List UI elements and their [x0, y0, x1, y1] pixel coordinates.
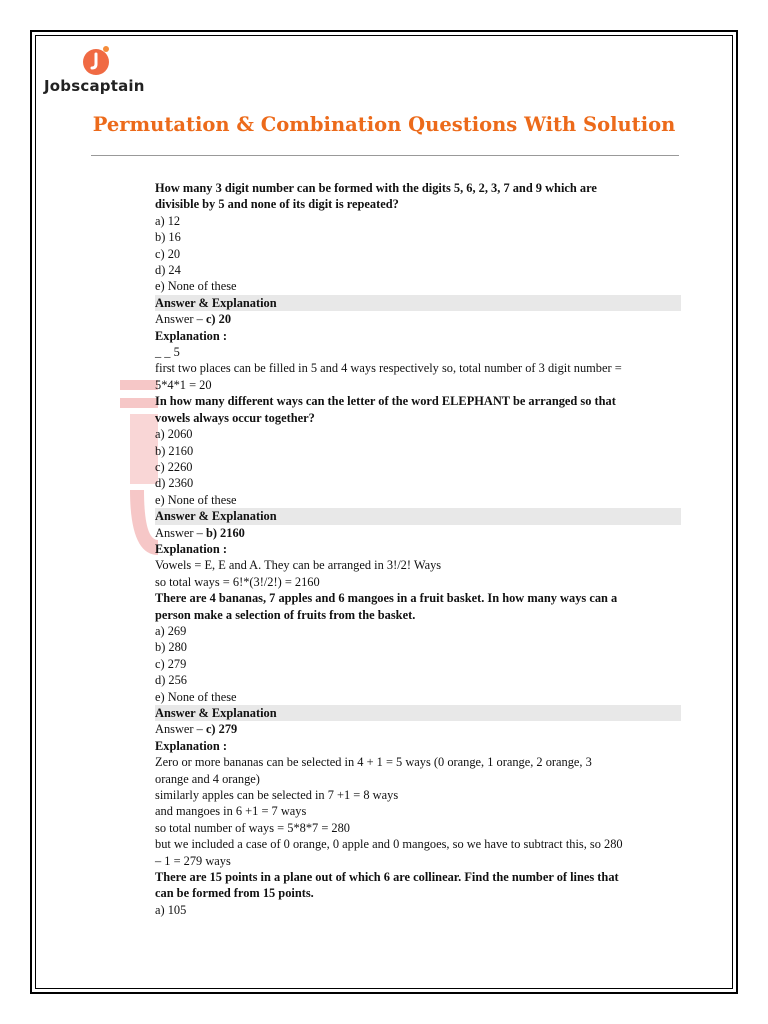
option-item: c) 279 [155, 656, 187, 671]
option-item: c) 20 [155, 246, 181, 261]
answer-line [155, 721, 681, 737]
question-text: person make a selection of fruits from the basket. [155, 607, 416, 622]
option-item: d) 24 [155, 263, 181, 278]
explanation-text: similarly apples can be selected in 7 +1 = 8 ways [155, 788, 399, 803]
document-title: Permutation & Combination Questions With Solution [92, 113, 676, 136]
question-text: vowels always occur together? [155, 410, 315, 425]
explanation-text: first two places can be filled in 5 and 4 ways respectively so, total number of 3 digit number = [155, 361, 622, 376]
question-text: In how many different ways can the letter of the word ELEPHANT be arranged so that [155, 394, 616, 409]
brand-name: Jobscaptain [44, 77, 145, 95]
answer-value: c) 279 [205, 722, 238, 737]
option-item: e) None of these [155, 492, 237, 507]
explanation-text: – 1 = 279 ways [155, 853, 231, 868]
option-item: d) 256 [155, 673, 188, 688]
explanation-text: orange and 4 orange) [155, 771, 260, 786]
answer-prefix: Answer – [155, 312, 206, 327]
question-list [155, 180, 681, 918]
explanation-text: 5*4*1 = 20 [155, 377, 212, 392]
option-item: c) 2260 [155, 459, 193, 474]
answer-line [155, 311, 681, 327]
question-text: How many 3 digit number can be formed with the digits 5, 6, 2, 3, 7 and 9 which are [155, 181, 597, 195]
question-block [155, 590, 681, 869]
option-item: e) None of these [155, 689, 237, 704]
question-block [155, 869, 681, 918]
question-text: There are 15 points in a plane out of which 6 are collinear. Find the number of lines that [155, 870, 619, 885]
option-item: e) None of these [155, 279, 237, 294]
answer-header: Answer & Explanation [155, 508, 681, 524]
option-item: a) 105 [155, 902, 187, 917]
question-text: can be formed from 15 points. [155, 886, 314, 901]
option-item: a) 2060 [155, 427, 193, 442]
answer-header: Answer & Explanation [155, 705, 681, 721]
question-text: divisible by 5 and none of its digit is repeated? [155, 197, 399, 212]
explanation-text: so total ways = 6!*(3!/2!) = 2160 [155, 574, 320, 589]
option-item: b) 16 [155, 230, 181, 245]
answer-value: c) 20 [205, 312, 232, 327]
title-divider [91, 155, 679, 156]
explanation-label: Explanation : [155, 738, 227, 753]
explanation-text: Vowels = E, E and A. They can be arranged in 3!/2! Ways [155, 558, 442, 573]
question-text: There are 4 bananas, 7 apples and 6 mangoes in a fruit basket. In how many ways can a [155, 591, 618, 606]
explanation-label: Explanation : [155, 328, 227, 343]
option-item: a) 269 [155, 623, 187, 638]
answer-header: Answer & Explanation [155, 295, 681, 311]
answer-value: b) 2160 [205, 525, 245, 540]
explanation-text: so total number of ways = 5*8*7 = 280 [155, 820, 350, 835]
option-item: d) 2360 [155, 476, 194, 491]
option-item: a) 12 [155, 213, 181, 228]
brand-logo [44, 44, 164, 98]
explanation-text: _ _ 5 [155, 345, 180, 360]
answer-prefix: Answer – [155, 525, 206, 540]
answer-prefix: Answer – [155, 722, 206, 737]
explanation-text: and mangoes in 6 +1 = 7 ways [155, 804, 307, 819]
explanation-text: Zero or more bananas can be selected in 4 + 1 = 5 ways (0 orange, 1 orange, 2 orange, 3 [155, 755, 592, 770]
logo-mark-icon [80, 44, 120, 78]
answer-line [155, 525, 681, 541]
explanation-text: but we included a case of 0 orange, 0 apple and 0 mangoes, so we have to subtract this, so 280 [155, 837, 623, 852]
explanation-label: Explanation : [155, 541, 227, 556]
question-block [155, 393, 681, 590]
option-item: b) 2160 [155, 443, 194, 458]
option-item: b) 280 [155, 640, 188, 655]
question-block [155, 180, 681, 393]
